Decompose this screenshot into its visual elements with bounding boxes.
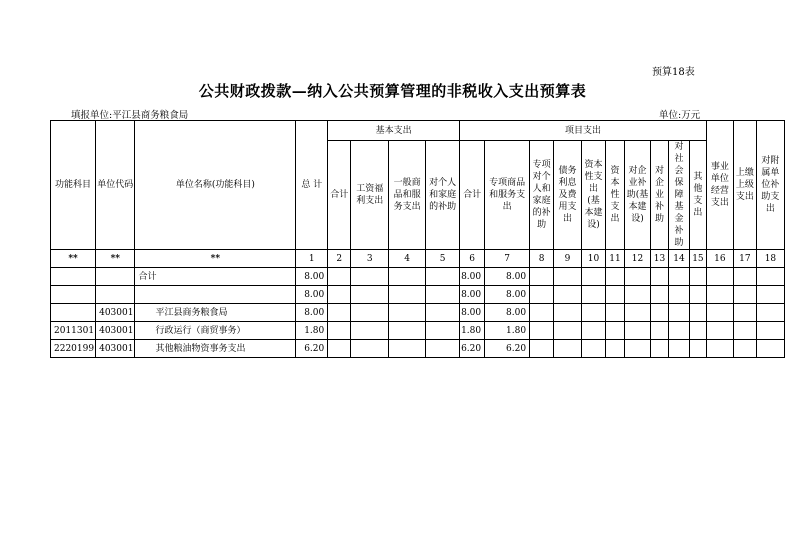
cell-p-debt [554, 268, 582, 286]
cell-p-capital [606, 268, 625, 286]
cell-superior [733, 304, 756, 322]
header-project-capital-base: 资本性支出(基本建设) [582, 141, 606, 250]
table-row [51, 340, 785, 358]
cell-b-goods [389, 340, 426, 358]
header-basic-goods: 一般商品和服务支出 [389, 141, 426, 250]
column-index-cell: 6 [460, 250, 485, 268]
cell-business [706, 286, 733, 304]
cell-p-other [689, 340, 706, 358]
cell-business [706, 340, 733, 358]
cell-p-other [689, 286, 706, 304]
column-index-cell: 17 [733, 250, 756, 268]
cell-name [135, 286, 296, 304]
cell-p-debt [554, 304, 582, 322]
cell-p-enterprise [650, 322, 668, 340]
cell-name: 其他粮油物资事务支出 [135, 340, 296, 358]
cell-business [706, 268, 733, 286]
cell-p-capital-base [582, 268, 606, 286]
cell-p-personal [530, 304, 554, 322]
column-index-cell: 18 [756, 250, 784, 268]
cell-func: 2011301 [51, 322, 96, 340]
cell-code: 403001 [96, 304, 135, 322]
table-row [51, 322, 785, 340]
cell-superior [733, 340, 756, 358]
cell-p-capital [606, 286, 625, 304]
cell-func [51, 268, 96, 286]
cell-total: 8.00 [296, 286, 328, 304]
cell-total: 1.80 [296, 322, 328, 340]
cell-p-debt [554, 340, 582, 358]
cell-b-personal [426, 340, 460, 358]
cell-p-debt [554, 322, 582, 340]
data-rows [51, 268, 785, 358]
cell-b-goods [389, 304, 426, 322]
column-index-cell: 7 [485, 250, 530, 268]
cell-b-salary [351, 286, 389, 304]
column-index-cell: 10 [582, 250, 606, 268]
column-index-cell: 5 [426, 250, 460, 268]
cell-p-total: 8.00 [460, 304, 485, 322]
cell-func [51, 304, 96, 322]
cell-p-enterprise [650, 286, 668, 304]
cell-b-goods [389, 286, 426, 304]
cell-superior [733, 286, 756, 304]
table-row [51, 286, 785, 304]
cell-affiliated [756, 268, 784, 286]
header-total: 总 计 [296, 121, 328, 250]
cell-b-personal [426, 322, 460, 340]
header-project-capital: 资本性支出 [606, 141, 625, 250]
cell-p-enterprise-base [625, 304, 651, 322]
header-unit-code: 单位代码 [96, 121, 135, 250]
header-project-goods: 专项商品和服务支出 [485, 141, 530, 250]
cell-code [96, 286, 135, 304]
cell-p-goods: 6.20 [485, 340, 530, 358]
cell-name: 行政运行（商贸事务） [135, 322, 296, 340]
cell-p-enterprise [650, 304, 668, 322]
cell-func: 2220199 [51, 340, 96, 358]
cell-total: 8.00 [296, 268, 328, 286]
cell-affiliated [756, 286, 784, 304]
cell-p-total: 8.00 [460, 286, 485, 304]
header-project-enterprise-base: 对企业补助(基本建设) [625, 141, 651, 250]
cell-b-goods [389, 268, 426, 286]
cell-p-goods: 8.00 [485, 304, 530, 322]
cell-p-goods: 8.00 [485, 286, 530, 304]
cell-p-other [689, 304, 706, 322]
header-project-total: 合计 [460, 141, 485, 250]
cell-p-enterprise [650, 340, 668, 358]
cell-p-capital [606, 322, 625, 340]
cell-b-personal [426, 268, 460, 286]
column-index-cell: 12 [625, 250, 651, 268]
cell-b-goods [389, 322, 426, 340]
cell-b-total [328, 322, 351, 340]
header-basic-expenditure: 基本支出 [328, 121, 460, 141]
header-project-expenditure: 项目支出 [460, 121, 707, 141]
header-superior: 上缴上级支出 [733, 121, 756, 250]
header-business: 事业单位经营支出 [706, 121, 733, 250]
cell-total: 6.20 [296, 340, 328, 358]
cell-p-other [689, 322, 706, 340]
cell-p-other [689, 268, 706, 286]
cell-p-goods: 8.00 [485, 268, 530, 286]
column-index-cell: 3 [351, 250, 389, 268]
header-unit-name: 单位名称(功能科目) [135, 121, 296, 250]
cell-p-social [668, 286, 689, 304]
table-row [51, 268, 785, 286]
cell-p-capital-base [582, 340, 606, 358]
cell-p-enterprise-base [625, 340, 651, 358]
header-project-enterprise: 对企业补助 [650, 141, 668, 250]
cell-p-social [668, 322, 689, 340]
cell-p-capital [606, 304, 625, 322]
header-project-social: 对社会保障基金补助 [668, 141, 689, 250]
cell-b-personal [426, 304, 460, 322]
cell-code: 403001 [96, 322, 135, 340]
column-index-cell: 9 [554, 250, 582, 268]
cell-affiliated [756, 322, 784, 340]
cell-p-enterprise-base [625, 268, 651, 286]
column-index-cell: 14 [668, 250, 689, 268]
header-affiliated: 对附属单位补助支出 [756, 121, 784, 250]
cell-name: 合计 [135, 268, 296, 286]
form-number: 预算18表 [652, 67, 695, 78]
cell-p-capital-base [582, 322, 606, 340]
cell-b-salary [351, 340, 389, 358]
cell-business [706, 304, 733, 322]
header-project-debt: 债务利息及费用支出 [554, 141, 582, 250]
cell-p-total: 1.80 [460, 322, 485, 340]
header-basic-total: 合计 [328, 141, 351, 250]
cell-p-personal [530, 340, 554, 358]
column-index-cell: 2 [328, 250, 351, 268]
budget-table [50, 120, 785, 358]
cell-func [51, 286, 96, 304]
column-index-cell: 15 [689, 250, 706, 268]
column-index-cell: ** [135, 250, 296, 268]
cell-p-capital [606, 340, 625, 358]
header-project-personal: 专项对个人和家庭的补助 [530, 141, 554, 250]
cell-b-total [328, 268, 351, 286]
column-index-cell: ** [51, 250, 96, 268]
table-row [51, 304, 785, 322]
reporting-unit: 填报单位:平江县商务粮食局 [71, 110, 189, 121]
cell-b-salary [351, 304, 389, 322]
cell-business [706, 322, 733, 340]
cell-p-debt [554, 286, 582, 304]
cell-b-personal [426, 286, 460, 304]
cell-b-total [328, 340, 351, 358]
cell-superior [733, 268, 756, 286]
cell-b-total [328, 286, 351, 304]
column-index-cell: 1 [296, 250, 328, 268]
cell-code: 403001 [96, 340, 135, 358]
header-project-other: 其他支出 [689, 141, 706, 250]
currency-unit: 单位:万元 [659, 110, 701, 121]
column-index-cell: 4 [389, 250, 426, 268]
cell-p-social [668, 268, 689, 286]
cell-p-goods: 1.80 [485, 322, 530, 340]
cell-name: 平江县商务粮食局 [135, 304, 296, 322]
cell-p-personal [530, 322, 554, 340]
column-index-cell: 13 [650, 250, 668, 268]
cell-p-enterprise [650, 268, 668, 286]
column-index-cell: 16 [706, 250, 733, 268]
header-basic-personal: 对个人和家庭的补助 [426, 141, 460, 250]
header-basic-salary: 工资福利支出 [351, 141, 389, 250]
column-index-cell: ** [96, 250, 135, 268]
cell-p-social [668, 340, 689, 358]
cell-total: 8.00 [296, 304, 328, 322]
cell-p-total: 8.00 [460, 268, 485, 286]
cell-p-capital-base [582, 286, 606, 304]
cell-p-social [668, 304, 689, 322]
cell-p-total: 6.20 [460, 340, 485, 358]
cell-affiliated [756, 340, 784, 358]
column-index-cell: 8 [530, 250, 554, 268]
cell-b-salary [351, 268, 389, 286]
page-title: 公共财政拨款—纳入公共预算管理的非税收入支出预算表 [198, 82, 587, 100]
cell-b-total [328, 304, 351, 322]
cell-code [96, 268, 135, 286]
cell-p-enterprise-base [625, 322, 651, 340]
header-func-code: 功能科目 [51, 121, 96, 250]
cell-p-capital-base [582, 304, 606, 322]
cell-affiliated [756, 304, 784, 322]
column-index-row [51, 250, 785, 268]
cell-superior [733, 322, 756, 340]
cell-p-personal [530, 286, 554, 304]
cell-p-enterprise-base [625, 286, 651, 304]
cell-b-salary [351, 322, 389, 340]
column-index-cell: 11 [606, 250, 625, 268]
cell-p-personal [530, 268, 554, 286]
